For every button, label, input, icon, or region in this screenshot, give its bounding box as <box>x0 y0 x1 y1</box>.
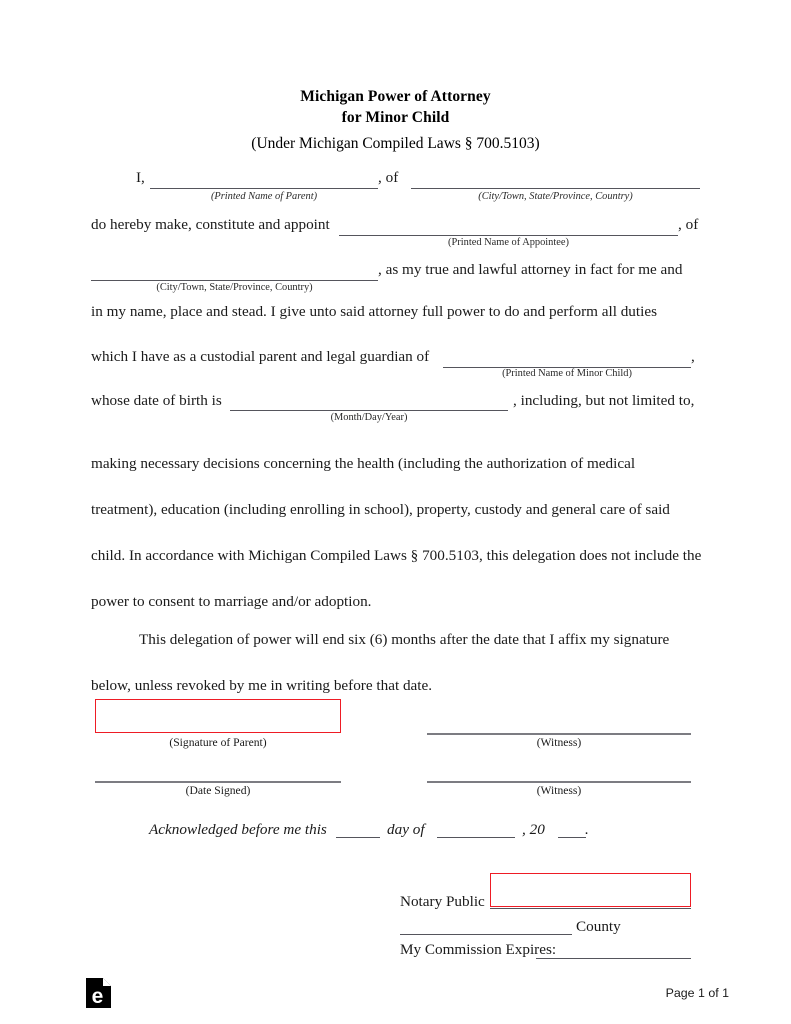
appointee-city-input-rule[interactable] <box>91 280 378 281</box>
line4-text: in my name, place and stead. I give unto said attorney full power to do and perform all duties <box>91 303 657 320</box>
acknowledged-year-text: , 20 <box>522 821 545 838</box>
notary-public-input-rule[interactable] <box>490 908 691 909</box>
svg-text:e: e <box>91 985 104 1008</box>
label-witness-2: (Witness) <box>536 784 582 797</box>
document-e-logo-icon <box>86 978 111 1008</box>
caption-city-state-country-2: (City/Town, State/Province, Country) <box>156 282 313 293</box>
label-my-commission-expires: My Commission Expires: <box>400 941 557 958</box>
witness-1-input-rule[interactable] <box>427 733 691 735</box>
commission-expires-input-rule[interactable] <box>536 958 691 959</box>
page-title-line-1: Michigan Power of Attorney <box>300 88 491 105</box>
line2-tail-text: , of <box>678 216 699 233</box>
footer-page-number: Page 1 of 1 <box>665 986 729 1000</box>
label-witness-1: (Witness) <box>536 736 582 749</box>
acknowledged-day-of-text: day of <box>387 821 425 838</box>
notary-county-input-rule[interactable] <box>400 934 572 935</box>
caption-printed-name-of-appointee: (Printed Name of Appointee) <box>448 237 569 248</box>
acknowledged-day-input-rule[interactable] <box>336 837 380 838</box>
date-signed-input-rule[interactable] <box>95 781 341 783</box>
label-date-signed: (Date Signed) <box>185 784 251 797</box>
caption-month-day-year: (Month/Day/Year) <box>330 412 408 423</box>
line1-lead-text: I, <box>136 169 145 186</box>
signature-of-parent-field[interactable] <box>95 699 341 733</box>
witness-2-input-rule[interactable] <box>427 781 691 783</box>
page-title-line-2: for Minor Child <box>341 109 450 126</box>
caption-printed-name-of-parent: (Printed Name of Parent) <box>210 191 318 202</box>
line6-tail-text: , including, but not limited to, <box>513 392 695 409</box>
line5-tail-text: , <box>691 348 695 365</box>
paragraph-granted-powers: making necessary decisions concerning the health (including the authorization of medical treatment), education (including enrolling in school), property, custody and general care of said child. In accordance with Michigan Compiled Laws § 700.5103, this delegation does not include the power to consent to marriage and/or adoption. <box>91 455 702 610</box>
acknowledged-prefix-text: Acknowledged before me this <box>149 821 327 838</box>
paragraph-duration: This delegation of power will end six (6) months after the date that I affix my signature below, unless revoked by me in writing before that date. <box>91 631 670 694</box>
label-signature-of-parent: (Signature of Parent) <box>169 736 267 749</box>
date-of-birth-input-rule[interactable] <box>230 410 508 411</box>
parent-city-input-rule[interactable] <box>411 188 700 189</box>
acknowledged-end-text: . <box>585 821 589 838</box>
line5-lead-text: which I have as a custodial parent and legal guardian of <box>91 348 430 365</box>
appointee-name-input-rule[interactable] <box>339 235 678 236</box>
acknowledged-year-input-rule[interactable] <box>558 837 586 838</box>
notary-public-field[interactable] <box>490 873 691 907</box>
line1-mid-text: , of <box>378 169 399 186</box>
parent-name-input-rule[interactable] <box>150 188 378 189</box>
document-title-block <box>0 86 791 156</box>
label-county: County <box>576 918 621 935</box>
page-subtitle-statute: (Under Michigan Compiled Laws § 700.5103) <box>251 135 540 152</box>
label-notary-public: Notary Public <box>400 893 485 910</box>
caption-printed-name-of-minor-child: (Printed Name of Minor Child) <box>502 368 632 379</box>
line6-lead-text: whose date of birth is <box>91 392 222 409</box>
line3-tail-text: , as my true and lawful attorney in fact for me and <box>378 261 683 278</box>
caption-city-state-country-1: (City/Town, State/Province, Country) <box>478 191 633 202</box>
line2-lead-text: do hereby make, constitute and appoint <box>91 216 330 233</box>
acknowledged-month-input-rule[interactable] <box>437 837 515 838</box>
